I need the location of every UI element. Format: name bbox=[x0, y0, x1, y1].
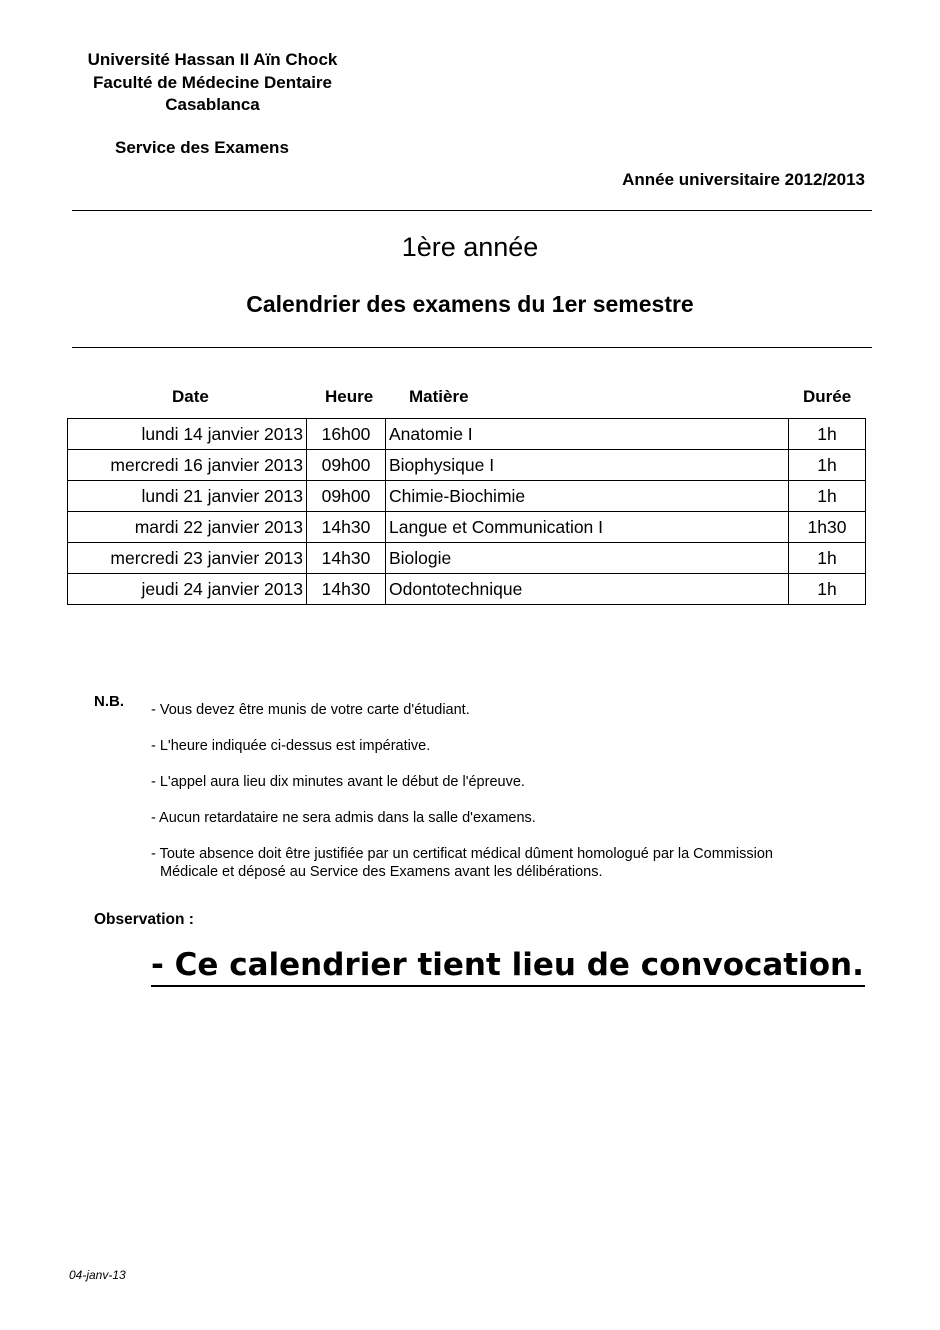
exam-subject: Anatomie I bbox=[386, 419, 789, 450]
exam-date: lundi 14 janvier 2013 bbox=[68, 419, 307, 450]
table-row bbox=[68, 543, 866, 574]
note-item: - Toute absence doit être justifiée par un certificat médical dûment homologué par la Commission bbox=[151, 846, 773, 862]
city-name: Casablanca bbox=[165, 95, 260, 114]
exam-subject: Odontotechnique bbox=[386, 574, 789, 605]
observation-label: Observation : bbox=[94, 911, 194, 928]
faculty-name: Faculté de Médecine Dentaire bbox=[92, 72, 333, 92]
table-row bbox=[68, 512, 866, 543]
convocation-underline bbox=[151, 985, 865, 987]
exam-duration: 1h bbox=[789, 481, 866, 512]
footer-date: 04-janv-13 bbox=[69, 1268, 126, 1282]
column-header-date: Date bbox=[172, 387, 209, 406]
column-header-heure: Heure bbox=[325, 387, 374, 406]
exam-duration: 1h bbox=[789, 574, 866, 605]
column-header-duree: Durée bbox=[803, 387, 852, 406]
exam-schedule-table bbox=[67, 418, 866, 605]
top-divider bbox=[72, 210, 872, 211]
page-subtitle: Calendrier des examens du 1er semestre bbox=[246, 291, 694, 317]
academic-year: Année universitaire 2012/2013 bbox=[622, 170, 865, 189]
service-name: Service des Examens bbox=[115, 138, 289, 157]
exam-date: lundi 21 janvier 2013 bbox=[68, 481, 307, 512]
table-row bbox=[68, 574, 866, 605]
institution-header bbox=[55, 49, 370, 117]
exam-duration: 1h30 bbox=[789, 512, 866, 543]
note-item: - Aucun retardataire ne sera admis dans la salle d'examens. bbox=[151, 810, 536, 826]
exam-date: jeudi 24 janvier 2013 bbox=[68, 574, 307, 605]
exam-subject: Biologie bbox=[386, 543, 789, 574]
exam-time: 09h00 bbox=[307, 450, 386, 481]
table-row bbox=[68, 481, 866, 512]
note-item: - Vous devez être munis de votre carte d'étudiant. bbox=[151, 702, 470, 718]
exam-time: 14h30 bbox=[307, 543, 386, 574]
table-row bbox=[68, 450, 866, 481]
exam-time: 14h30 bbox=[307, 512, 386, 543]
exam-time: 09h00 bbox=[307, 481, 386, 512]
exam-subject: Langue et Communication I bbox=[386, 512, 789, 543]
exam-time: 14h30 bbox=[307, 574, 386, 605]
exam-date: mercredi 23 janvier 2013 bbox=[68, 543, 307, 574]
convocation-statement: - Ce calendrier tient lieu de convocation. bbox=[151, 947, 864, 983]
note-item: - L'heure indiquée ci-dessus est impérative. bbox=[151, 738, 431, 754]
exam-date: mercredi 16 janvier 2013 bbox=[68, 450, 307, 481]
exam-subject: Chimie-Biochimie bbox=[386, 481, 789, 512]
table-row bbox=[68, 419, 866, 450]
note-item-continuation: Médicale et déposé au Service des Examens avant les délibérations. bbox=[160, 864, 603, 880]
bottom-divider bbox=[72, 347, 872, 348]
exam-time: 16h00 bbox=[307, 419, 386, 450]
exam-date: mardi 22 janvier 2013 bbox=[68, 512, 307, 543]
nb-label: N.B. bbox=[94, 693, 124, 710]
column-header-matiere: Matière bbox=[409, 387, 469, 406]
exam-subject: Biophysique I bbox=[386, 450, 789, 481]
university-name: Université Hassan II Aïn Chock bbox=[87, 50, 338, 69]
note-item: - L'appel aura lieu dix minutes avant le début de l'épreuve. bbox=[151, 774, 525, 790]
exam-duration: 1h bbox=[789, 450, 866, 481]
exam-duration: 1h bbox=[789, 543, 866, 574]
exam-duration: 1h bbox=[789, 419, 866, 450]
page-title: 1ère année bbox=[401, 232, 539, 262]
